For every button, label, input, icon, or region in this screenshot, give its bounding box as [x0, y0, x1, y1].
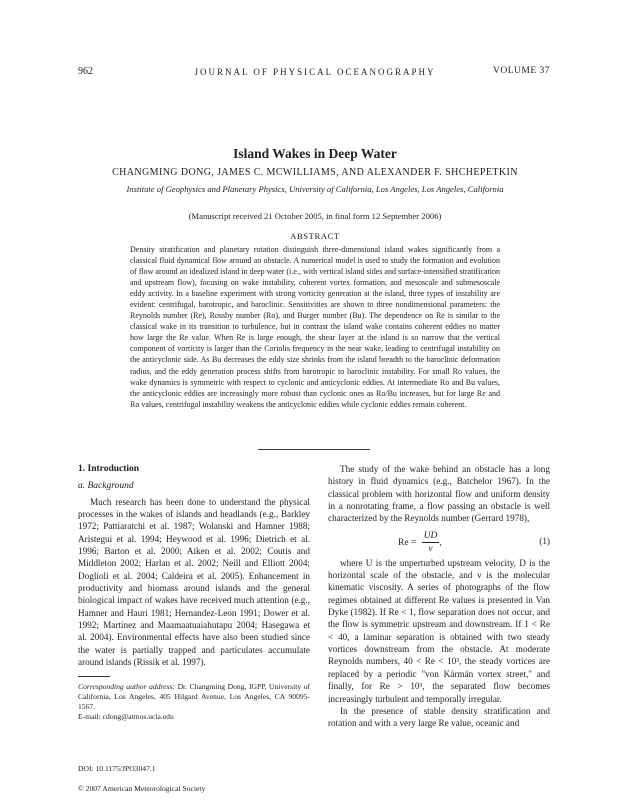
body-paragraph: where U is the unperturbed upstream velocity, D is the horizontal scale of the obstacle, and ν is the molecular kinematic viscosity. A series of photographs of the flow regimes obtained at different Re values is presented in Van Dyke (1982). If Re < 1, flow separation does not occur, and the flow is symmetric upstream and downstream. If 1 < Re < 40, a laminar separation is obtained with two steady vortices downstream from the obstacle. At moderate Reynolds numbers, 40 < Re < 10³, the steady vortices are replaced by a periodic "von Kármán vortex street," and finally, for Re > 10³, the separated flow becomes increasingly turbulent and temporally irregular. [328, 557, 550, 704]
equation-fraction [422, 530, 440, 556]
author-list: CHANGMING DONG, JAMES C. MCWILLIAMS, AND ALEXANDER F. SHCHEPETKIN [112, 167, 518, 178]
copyright: © 2007 American Meteorological Society [78, 784, 206, 793]
footnote-text: Dr. Changming Dong, IGPP, University of California, Los Angeles, 405 Hilgard Avenue, Los Angeles, CA 90095-1567. [78, 681, 311, 711]
section-heading: 1. Introduction [78, 464, 140, 474]
equation-lhs: Re = [398, 537, 417, 548]
equation-number: (1) [539, 535, 550, 546]
doi: DOI: 10.1175/JPO3047.1 [78, 764, 156, 773]
equation-body [398, 530, 442, 556]
abstract-heading: ABSTRACT [290, 231, 340, 241]
footnote-divider [78, 676, 110, 677]
footnote [78, 682, 310, 723]
left-column [78, 463, 310, 722]
body-paragraph: Much research has been done to understand the physical processes in the wakes of islands and headlands (e.g., Barkley 1972; Pattiaratchi et al. 1987; Wolanski and Hamner 1988; Aristegui et al. 1994; Heywood et al. 1996; Dietrich et al. 1996; Barton et al. 2000; Aiken et al. 2002; Coutis and Middleton 2002; Harlan et al. 2002; Neill and Elliott 2004; Doglioli et al. 2004; Caldeira et al. 2005). Enhancement in productivity and biomass around islands and the general biological impact of wakes have received much attention (e.g., Hamner and Hauri 1981; Hernandez-Leon 1991; Dower et al. 1992; Martinez and Maamaatuaiahutapu 2004; Hasegawa et al. 2004). Environmental effects have also been studied since the water is partially trapped and particulates accumulate around islands (Rissik et al. 1997). [78, 496, 310, 668]
footnote-email: E-mail: cdong@atmos.ucla.edu [78, 712, 174, 722]
equation-tail: , [439, 537, 442, 548]
page-number: 962 [78, 66, 93, 77]
equation-denominator: ν [428, 544, 433, 555]
right-column [328, 463, 550, 730]
footnote-label: Corresponding author address: [78, 681, 175, 691]
journal-name: JOURNAL OF PHYSICAL OCEANOGRAPHY [194, 67, 436, 77]
equation-numerator: UD [422, 530, 440, 543]
section-divider [258, 449, 370, 450]
equation-1 [328, 528, 550, 554]
affiliation: Institute of Geophysics and Planetary Physics, University of California, Los Angeles, Los Angeles, California [126, 184, 504, 194]
body-paragraph: In the presence of stable density stratification and rotation and with a very large Re value, oceanic and [328, 705, 550, 729]
body-paragraph: The study of the wake behind an obstacle has a long history in fluid dynamics (e.g., Batchelor 1967). In the classical problem with horizontal flow and uniform density in a nonrotating frame, a flow passing an obstacle is well characterized by the Reynolds number (Gerrard 1978), [328, 464, 550, 524]
paper-title: Island Wakes in Deep Water [233, 146, 397, 161]
manuscript-dates: (Manuscript received 21 October 2005, in final form 12 September 2006) [188, 211, 442, 221]
subsection-heading: a. Background [78, 481, 134, 492]
volume-label: VOLUME 37 [492, 66, 550, 76]
abstract-text: Density stratification and planetary rotation distinguish three-dimensional island wakes significantly from a classical fluid dynamical flow around an obstacle. A numerical model is used to study the formation and evolution of flow around an idealized island in deep water (i.e., with vertical island sides and surface-intensified stratification and upstream flow), focusing on wake instability, coherent vortex formation, and mesoscale and submesoscale eddy activity. In a baseline experiment with strong vorticity generation at the island, three types of instability are evident: centrifugal, barotropic, and baroclinic. Sensitivities are shown to three nondimensional parameters: the Reynolds number (Re), Rossby number (Ro), and Burger number (Bu). The dependence on Re is similar to the classical wake in its transition to turbulence, but in contrast the island wake contains coherent eddies no matter how large the Re value. When Re is large enough, the shear layer at the island is so narrow that the vertical component of vorticity is larger than the Coriolis frequency in the near wake, leading to centrifugal instability on the anticyclonic side. As Bu decreases the eddy size shrinks from the island breadth to the baroclinic deformation radius, and the eddy generation process shifts from barotropic to baroclinic instability. For small Ro values, the wake dynamics is symmetric with respect to cyclonic and anticyclonic eddies. At intermediate Ro and Bu values, the anticyclonic eddies are increasingly more robust than cyclonic ones as Ro/Bu increases, but for large Re and Ro values, centrifugal instability weakens the anticyclonic eddies while cyclonic eddies remain coherent. [130, 245, 500, 409]
